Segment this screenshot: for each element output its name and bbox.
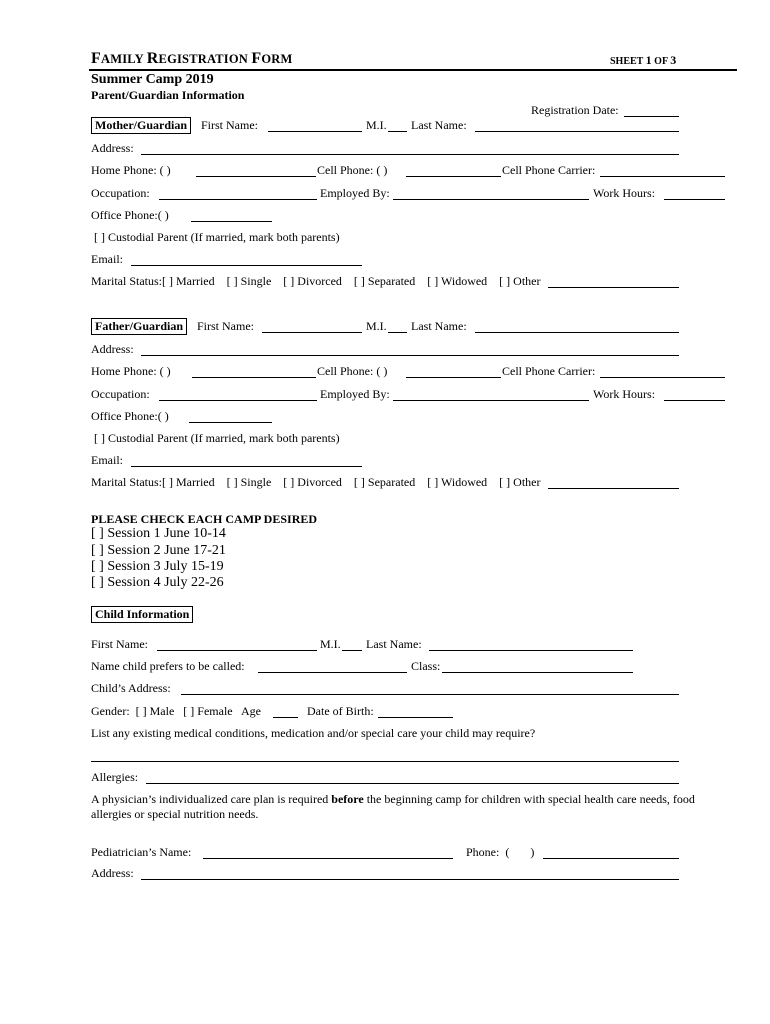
mother-custodial-checkbox[interactable]: [ ] Custodial Parent (If married, mark both parents) [94,230,340,244]
child-medical-label: List any existing medical conditions, medication and/or special care your child may require? [91,726,536,740]
child-first-name-field[interactable] [157,650,317,651]
mother-office-phone-field[interactable] [191,221,272,222]
mother-address-label: Address: [91,141,134,155]
mother-cell-phone-field[interactable] [406,176,501,177]
father-occupation-label: Occupation: [91,387,150,401]
father-cell-phone-label: Cell Phone: ( ) [317,364,388,378]
father-home-phone-field[interactable] [192,377,316,378]
father-work-hours-label: Work Hours: [593,387,656,401]
father-carrier-label: Cell Phone Carrier: [502,364,596,378]
pediatrician-name-label: Pediatrician’s Name: [91,845,192,859]
mother-last-name-field[interactable] [475,131,679,132]
father-carrier-field[interactable] [600,377,725,378]
child-last-name-field[interactable] [429,650,633,651]
subtitle: Summer Camp 2019 [91,72,214,87]
mother-occupation-label: Occupation: [91,186,150,200]
mother-carrier-field[interactable] [600,176,725,177]
mother-guardian-box: Mother/Guardian [91,117,191,134]
father-office-phone-label: Office Phone:( ) [91,409,169,423]
child-mi-field[interactable] [342,650,362,651]
mother-occupation-field[interactable] [159,199,317,200]
father-last-name-field[interactable] [475,332,679,333]
mother-marital-other-field[interactable] [548,287,679,288]
mother-work-hours-field[interactable] [664,199,725,200]
mother-work-hours-label: Work Hours: [593,186,656,200]
father-mi-field[interactable] [388,332,407,333]
mother-email-field[interactable] [131,265,362,266]
camp-heading: PLEASE CHECK EACH CAMP DESIRED [91,512,318,526]
father-marital-other-field[interactable] [548,488,679,489]
father-guardian-box: Father/Guardian [91,318,187,335]
pediatrician-name-field[interactable] [203,858,453,859]
form-title: FAMILY REGISTRATION FORM [91,50,293,67]
father-last-name-label: Last Name: [411,319,467,333]
mother-mi-label: M.I. [366,118,387,132]
father-first-name-field[interactable] [262,332,362,333]
father-marital-status[interactable]: Marital Status:[ ] Married [ ] Single [ ] Divorced [ ] Separated [ ] Widowed [ ] Other [91,475,541,489]
registration-date-field[interactable] [624,116,679,117]
mother-employer-label: Employed By: [320,186,390,200]
father-email-field[interactable] [131,466,362,467]
father-office-phone-field[interactable] [189,422,272,423]
child-class-field[interactable] [442,672,633,673]
child-address-label: Child’s Address: [91,681,171,695]
father-mi-label: M.I. [366,319,387,333]
mother-home-phone-field[interactable] [196,176,316,177]
child-allergies-label: Allergies: [91,770,139,784]
mother-first-name-field[interactable] [268,131,362,132]
mother-cell-phone-label: Cell Phone: ( ) [317,163,388,177]
father-email-label: Email: [91,453,123,467]
child-information-box: Child Information [91,606,193,623]
child-first-name-label: First Name: [91,637,148,651]
father-work-hours-field[interactable] [664,400,725,401]
pediatrician-address-field[interactable] [141,879,679,880]
mother-employer-field[interactable] [393,199,589,200]
sheet-number: SHEET 1 OF 3 [610,53,677,67]
child-preferred-name-label: Name child prefers to be called: [91,659,245,673]
child-dob-label: Date of Birth: [307,704,374,718]
child-preferred-name-field[interactable] [258,672,407,673]
child-class-label: Class: [411,659,441,673]
father-address-label: Address: [91,342,134,356]
child-address-field[interactable] [181,694,679,695]
title-rule [89,69,737,71]
mother-mi-field[interactable] [388,131,407,132]
mother-home-phone-label: Home Phone: ( ) [91,163,171,177]
mother-first-name-label: First Name: [201,118,258,132]
child-allergies-field[interactable] [146,783,679,784]
mother-marital-status[interactable]: Marital Status:[ ] Married [ ] Single [ ] Divorced [ ] Separated [ ] Widowed [ ] Other [91,274,541,288]
child-age-field[interactable] [273,717,298,718]
father-occupation-field[interactable] [159,400,317,401]
pediatrician-phone-label: Phone: ( ) [466,845,535,859]
father-employer-label: Employed By: [320,387,390,401]
mother-last-name-label: Last Name: [411,118,467,132]
section-title: Parent/Guardian Information [91,88,245,102]
child-dob-field[interactable] [378,717,453,718]
mother-address-field[interactable] [141,154,679,155]
pediatrician-address-label: Address: [91,866,134,880]
father-cell-phone-field[interactable] [406,377,501,378]
care-plan-notice: A physician’s individualized care plan is required before the beginning camp for children with special health care needs, food allergies or special nutrition needs. [91,792,695,821]
mother-office-phone-label: Office Phone:( ) [91,208,169,222]
father-employer-field[interactable] [393,400,589,401]
mother-email-label: Email: [91,252,123,266]
child-last-name-label: Last Name: [366,637,422,651]
mother-carrier-label: Cell Phone Carrier: [502,163,596,177]
child-medical-field[interactable] [91,761,679,762]
camp-session-4[interactable]: [ ] Session 4 July 22-26 [91,575,224,590]
child-mi-label: M.I. [320,637,341,651]
father-address-field[interactable] [141,355,679,356]
registration-date-label: Registration Date: [531,103,619,117]
camp-session-1[interactable]: [ ] Session 1 June 10-14 [91,526,226,541]
child-gender-age[interactable]: Gender: [ ] Male [ ] Female Age [91,704,261,718]
camp-session-2[interactable]: [ ] Session 2 June 17-21 [91,543,226,558]
pediatrician-phone-field[interactable] [543,858,679,859]
father-first-name-label: First Name: [197,319,254,333]
father-custodial-checkbox[interactable]: [ ] Custodial Parent (If married, mark both parents) [94,431,340,445]
father-home-phone-label: Home Phone: ( ) [91,364,171,378]
camp-session-3[interactable]: [ ] Session 3 July 15-19 [91,559,224,574]
